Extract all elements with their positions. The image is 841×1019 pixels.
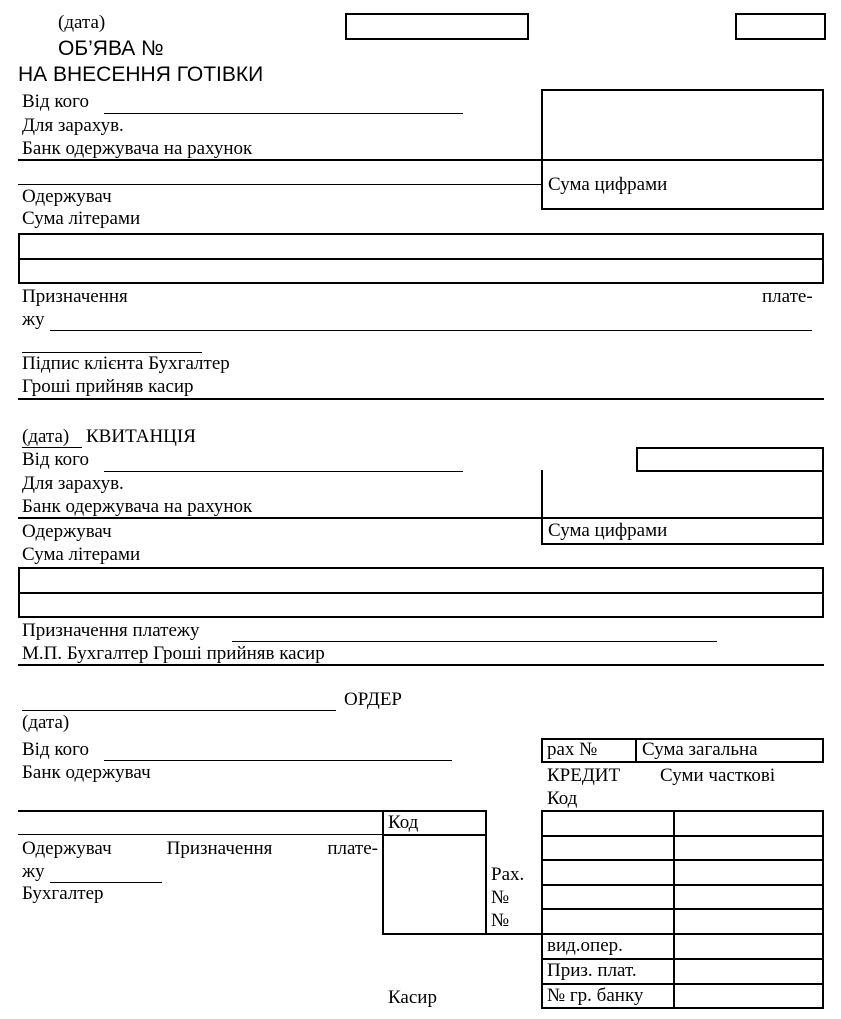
order-number-line[interactable] xyxy=(22,710,336,711)
notice-code-field[interactable] xyxy=(735,13,826,40)
notice-purpose-label: Призначення xyxy=(22,286,128,307)
receipt-amount-words-divider xyxy=(18,592,824,594)
order-operation-type-label: вид.опер. xyxy=(547,935,623,956)
receipt-amount-bottom xyxy=(541,543,824,545)
notice-signatures-line2: Гроші прийняв касир xyxy=(22,376,194,397)
receipt-from-line[interactable] xyxy=(104,471,463,472)
order-account-no-label: рах № xyxy=(547,739,598,760)
order-from-label: Від кого xyxy=(22,739,89,760)
receipt-date-line[interactable] xyxy=(22,447,82,448)
receipt-amount-right-border xyxy=(822,470,824,544)
notice-title: ОБ’ЯВА № xyxy=(58,37,164,60)
order-acct-no-line1: Рах. xyxy=(491,864,525,885)
order-grid-row-3 xyxy=(541,884,824,886)
notice-bank-line[interactable] xyxy=(18,159,542,161)
receipt-date-label: (дата) xyxy=(22,426,70,447)
order-acct-no-line2: № xyxy=(491,887,510,908)
order-credit-label: КРЕДИТ xyxy=(547,765,621,786)
notice-number-field[interactable] xyxy=(345,13,529,40)
notice-subtitle: НА ВНЕСЕННЯ ГОТІВКИ xyxy=(18,63,264,86)
notice-purpose-hyphen: плате- xyxy=(762,286,813,307)
notice-section-divider xyxy=(18,398,824,400)
order-code-header-bottom xyxy=(382,834,487,836)
order-acct-no-line3: № xyxy=(491,910,510,931)
receipt-amount-words-label: Сума літерами xyxy=(22,544,141,565)
notice-recipient-label: Одержувач xyxy=(22,186,112,207)
receipt-purpose-line[interactable] xyxy=(232,641,717,642)
notice-amount-divider xyxy=(541,159,824,161)
order-total-amount-label: Сума загальна xyxy=(642,739,758,760)
receipt-amount-left-border xyxy=(541,470,543,544)
order-recipient-line[interactable] xyxy=(18,834,384,835)
notice-credit-label: Для зарахув. xyxy=(22,115,124,136)
order-code-column-right xyxy=(485,810,487,934)
notice-amount-digits-label: Сума цифрами xyxy=(548,174,668,195)
order-grid-row-1 xyxy=(541,835,824,837)
order-partial-amounts-label: Суми часткові xyxy=(660,765,776,786)
order-code-label-mid: Код xyxy=(388,812,419,833)
notice-amount-words-label: Сума літерами xyxy=(22,208,141,229)
notice-bank-label: Банк одержувача на рахунок xyxy=(22,138,253,159)
order-bank-label: Банк одержувач xyxy=(22,762,151,783)
receipt-bank-label: Банк одержувача на рахунок xyxy=(22,496,253,517)
notice-purpose-line[interactable] xyxy=(50,330,812,331)
receipt-purpose-label: Призначення платежу xyxy=(22,620,200,641)
receipt-from-label: Від кого xyxy=(22,449,89,470)
order-grid-row-4 xyxy=(541,908,824,910)
receipt-title: КВИТАНЦІЯ xyxy=(86,426,196,447)
order-payment-purpose-label: Приз. плат. xyxy=(547,960,637,981)
order-recipient-line-text: Одержувач Призначення плате- xyxy=(22,838,378,859)
order-accountant-label: Бухгалтер xyxy=(22,883,104,904)
notice-date-label: (дата) xyxy=(58,12,106,33)
receipt-bank-line[interactable] xyxy=(18,517,824,519)
order-code-label-right: Код xyxy=(547,788,578,809)
order-code-column-bottom xyxy=(382,933,542,935)
notice-signatures-line1: Підпис клієнта Бухгалтер xyxy=(22,353,230,374)
receipt-recipient-label: Одержувач xyxy=(22,521,112,542)
notice-from-line[interactable] xyxy=(104,113,463,114)
order-cashier-label: Касир xyxy=(388,987,437,1008)
order-bank-group-label: № гр. банку xyxy=(547,985,644,1006)
order-from-line[interactable] xyxy=(104,760,452,761)
receipt-amount-digits-label: Сума цифрами xyxy=(548,520,668,541)
order-code-column-left xyxy=(382,810,384,934)
order-account-header-divider xyxy=(635,738,637,763)
order-recipient-continuation: жу xyxy=(22,861,45,882)
order-title: ОРДЕР xyxy=(344,689,402,710)
notice-amount-words-divider xyxy=(18,258,824,260)
notice-from-label: Від кого xyxy=(22,91,89,112)
receipt-section-divider xyxy=(18,664,824,666)
notice-purpose-continuation: жу xyxy=(22,309,45,330)
receipt-signatures-line: М.П. Бухгалтер Гроші прийняв касир xyxy=(22,643,325,664)
order-grid-row-2 xyxy=(541,859,824,861)
notice-recipient-line[interactable] xyxy=(18,184,542,185)
receipt-number-field[interactable] xyxy=(636,447,824,472)
receipt-credit-label: Для зарахув. xyxy=(22,473,124,494)
order-date-label: (дата) xyxy=(22,712,70,733)
